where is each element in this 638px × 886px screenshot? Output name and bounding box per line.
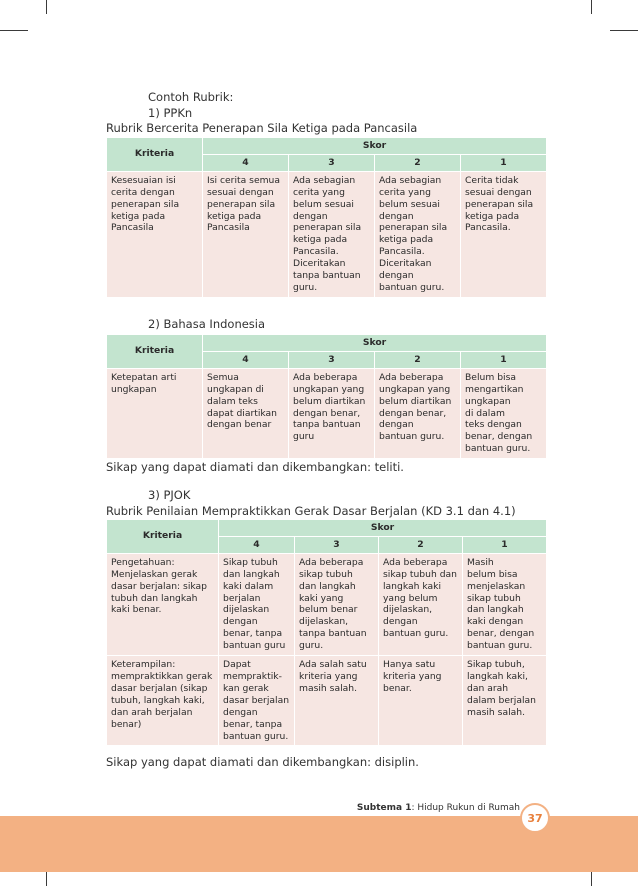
rubric-title-ppkn: Rubrik Bercerita Penerapan Sila Ketiga pada Pancasila	[106, 121, 418, 135]
cell-text-line: masih salah.	[467, 706, 526, 718]
score-cell	[379, 553, 463, 655]
cell-text-line: Ada sebagian	[379, 174, 442, 186]
cell-text-line: tubuh dan langkah	[111, 592, 198, 604]
footer-subtema	[320, 803, 520, 813]
score-2-header: 2	[375, 154, 461, 171]
cell-text-line: belum sesuai	[379, 198, 440, 210]
cell-text-line: benar, tanpa	[223, 628, 283, 640]
cell-text-line: ungkapan yang	[379, 383, 451, 395]
cell-text-line: dengan	[223, 616, 258, 628]
cell-text-line: bantuan guru	[223, 640, 286, 652]
cell-text-line: mengartikan	[465, 383, 524, 395]
score-cell	[461, 171, 547, 297]
cell-text-line: Pengetahuan:	[111, 556, 175, 568]
table-row	[107, 553, 547, 655]
criteria-cell	[107, 656, 219, 746]
cell-text-line: kaki benar.	[111, 604, 162, 616]
cell-text-line: dan langkah	[223, 568, 280, 580]
cell-text-line: ungkapan	[465, 395, 511, 407]
cell-text-line: dengan	[383, 616, 418, 628]
cell-text-line: Menjelaskan gerak	[111, 568, 198, 580]
cell-text-line: ketiga pada	[207, 210, 262, 222]
criteria-header: Kriteria	[107, 520, 219, 554]
table-row	[107, 368, 547, 458]
cell-text-line: dasar berjalan (sikap	[111, 682, 208, 694]
cell-text-line: dengan	[223, 706, 258, 718]
score-1-header: 1	[463, 536, 547, 553]
cell-text-line: cerita yang	[379, 186, 431, 198]
section-bahasa-title: 2) Bahasa Indonesia	[148, 317, 266, 331]
cell-text-line: penerapan sila	[293, 222, 362, 234]
cell-text-line: tanpa bantuan	[293, 270, 361, 282]
criteria-cell	[107, 171, 203, 297]
score-cell	[461, 368, 547, 458]
cell-text-line: langkah kaki	[383, 580, 442, 592]
cell-text-line: belum bisa	[467, 568, 518, 580]
cell-text-line: ketiga pada	[465, 210, 520, 222]
crop-mark	[46, 0, 47, 14]
score-3-header: 3	[295, 536, 379, 553]
score-1-header: 1	[461, 351, 547, 368]
crop-mark	[610, 30, 638, 31]
cell-text-line: Sikap tubuh	[223, 556, 278, 568]
cell-text-line: dalam teks	[207, 395, 258, 407]
cell-text-line: mempraktik-	[223, 670, 282, 682]
score-cell	[375, 368, 461, 458]
criteria-header: Kriteria	[107, 335, 203, 369]
cell-text-line: menjelaskan	[467, 580, 526, 592]
cell-text-line: Pancasila.	[293, 246, 339, 258]
score-4-header: 4	[203, 351, 289, 368]
cell-text-line: Hanya satu	[383, 659, 436, 671]
cell-text-line: belum diartikan	[293, 395, 366, 407]
cell-text-line: Ada sebagian	[293, 174, 356, 186]
section-pjok-title: 3) PJOK	[148, 488, 191, 502]
cell-text-line: dasar berjalan	[223, 694, 290, 706]
cell-text-line: di dalam	[465, 407, 505, 419]
cell-text-line: dalam berjalan	[467, 694, 536, 706]
cell-text-line: Pancasila	[207, 222, 250, 234]
cell-text-line: sesuai dengan	[465, 186, 532, 198]
rubric-table-pjok	[106, 519, 547, 746]
cell-text-line: Keterampilan:	[111, 659, 176, 671]
cell-text-line: guru.	[293, 281, 318, 293]
crop-mark	[591, 872, 592, 886]
cell-text-line: Diceritakan	[293, 258, 346, 270]
cell-text-line: belum diartikan	[379, 395, 452, 407]
cell-text-line: dengan	[379, 210, 414, 222]
score-cell	[289, 368, 375, 458]
cell-text-line: Ketepatan arti	[111, 371, 177, 383]
cell-text-line: dasar berjalan: sikap	[111, 580, 208, 592]
score-3-header: 3	[289, 351, 375, 368]
cell-text-line: belum sesuai	[293, 198, 354, 210]
cell-text-line: Pancasila	[111, 222, 154, 234]
criteria-cell	[107, 368, 203, 458]
cell-text-line: Ada beberapa	[299, 556, 364, 568]
cell-text-line: bantuan guru.	[467, 640, 533, 652]
cell-text-line: penerapan sila	[111, 198, 180, 210]
score-cell	[295, 553, 379, 655]
cell-text-line: penerapan sila	[207, 198, 276, 210]
cell-text-line: belum benar	[299, 604, 358, 616]
cell-text-line: bantuan guru.	[379, 431, 445, 443]
cell-text-line: Ada beberapa	[383, 556, 448, 568]
cell-text-line: teks dengan	[465, 419, 522, 431]
cell-text-line: Belum bisa	[465, 371, 517, 383]
attitude-disiplin: Sikap yang dapat diamati dan dikembangkan: disiplin.	[106, 755, 419, 769]
crop-mark	[46, 872, 47, 886]
rubric-table-ppkn	[106, 137, 547, 298]
cell-text-line: Ada beberapa	[379, 371, 444, 383]
score-header: Skor	[203, 138, 547, 155]
cell-text-line: tubuh, langkah kaki,	[111, 694, 205, 706]
crop-mark	[591, 0, 592, 14]
attitude-teliti: Sikap yang dapat diamati dan dikembangkan: teliti.	[106, 460, 404, 474]
crop-mark	[0, 30, 28, 31]
cell-text-line: guru	[293, 431, 315, 443]
cell-text-line: guru.	[299, 640, 324, 652]
rubric-heading: Contoh Rubrik:	[148, 90, 234, 104]
score-3-header: 3	[289, 154, 375, 171]
cell-text-line: kan gerak	[223, 682, 269, 694]
page-number: 37	[527, 811, 543, 825]
cell-text-line: Cerita tidak	[465, 174, 519, 186]
cell-text-line: Semua	[207, 371, 239, 383]
rubric-title-pjok: Rubrik Penilaian Mempraktikkan Gerak Dasar Berjalan (KD 3.1 dan 4.1)	[106, 504, 516, 518]
criteria-header: Kriteria	[107, 138, 203, 172]
cell-text-line: Pancasila.	[465, 222, 511, 234]
cell-text-line: tanpa bantuan	[299, 628, 367, 640]
page-number-badge	[520, 803, 550, 833]
cell-text-line: kriteria yang	[299, 670, 358, 682]
cell-text-line: Ada beberapa	[293, 371, 358, 383]
score-cell	[379, 656, 463, 746]
cell-text-line: dengan	[293, 210, 328, 222]
score-2-header: 2	[379, 536, 463, 553]
cell-text-line: Ada salah satu	[299, 659, 367, 671]
section-ppkn-title: 1) PPKn	[148, 106, 193, 120]
score-cell	[203, 368, 289, 458]
cell-text-line: dapat diartikan	[207, 407, 278, 419]
cell-text-line: Sikap tubuh,	[467, 659, 525, 671]
score-2-header: 2	[375, 351, 461, 368]
cell-text-line: langkah kaki,	[467, 670, 528, 682]
cell-text-line: dengan benar,	[293, 407, 361, 419]
cell-text-line: ungkapan	[111, 383, 157, 395]
cell-text-line: dan langkah	[299, 580, 356, 592]
cell-text-line: penerapan sila	[465, 198, 534, 210]
score-header: Skor	[203, 335, 547, 352]
table-row	[107, 656, 547, 746]
cell-text-line: sesuai dengan	[207, 186, 274, 198]
cell-text-line: sikap tubuh dan	[383, 568, 457, 580]
cell-text-line: benar, dengan	[467, 628, 535, 640]
cell-text-line: Dapat	[223, 659, 251, 671]
cell-text-line: Isi cerita semua	[207, 174, 280, 186]
cell-text-line: kaki dengan	[467, 616, 524, 628]
cell-text-line: bantuan guru.	[379, 281, 445, 293]
cell-text-line: dengan	[379, 419, 414, 431]
score-cell	[295, 656, 379, 746]
cell-text-line: benar)	[111, 718, 142, 730]
score-cell	[289, 171, 375, 297]
table-row	[107, 171, 547, 297]
cell-text-line: sikap tubuh	[299, 568, 353, 580]
cell-text-line: kaki yang	[299, 592, 344, 604]
cell-text-line: tanpa bantuan	[293, 419, 361, 431]
score-header: Skor	[219, 520, 547, 537]
cell-text-line: berjalan	[223, 592, 261, 604]
cell-text-line: Kesesuaian isi	[111, 174, 176, 186]
cell-text-line: masih salah.	[299, 682, 358, 694]
cell-text-line: penerapan sila	[379, 222, 448, 234]
score-4-header: 4	[219, 536, 295, 553]
cell-text-line: Masih	[467, 556, 494, 568]
cell-text-line: kaki dalam	[223, 580, 274, 592]
score-1-header: 1	[461, 154, 547, 171]
cell-text-line: dijelaskan	[223, 604, 270, 616]
cell-text-line: dengan	[379, 270, 414, 282]
score-cell	[219, 656, 295, 746]
cell-text-line: benar, tanpa	[223, 718, 283, 730]
cell-text-line: ketiga pada	[379, 234, 434, 246]
cell-text-line: mempraktikkan gerak	[111, 670, 213, 682]
cell-text-line: dan arah	[467, 682, 509, 694]
cell-text-line: yang belum	[383, 592, 438, 604]
cell-text-line: kriteria yang	[383, 670, 442, 682]
cell-text-line: cerita yang	[293, 186, 345, 198]
criteria-cell	[107, 553, 219, 655]
cell-text-line: Pancasila.	[379, 246, 425, 258]
subtema-title: : Hidup Rukun di Rumah	[411, 803, 520, 813]
score-cell	[219, 553, 295, 655]
cell-text-line: ungkapan yang	[293, 383, 365, 395]
cell-text-line: ketiga pada	[293, 234, 348, 246]
score-4-header: 4	[203, 154, 289, 171]
cell-text-line: ketiga pada	[111, 210, 166, 222]
cell-text-line: dengan benar,	[379, 407, 447, 419]
cell-text-line: dan arah berjalan	[111, 706, 193, 718]
cell-text-line: bantuan guru.	[383, 628, 449, 640]
cell-text-line: Diceritakan	[379, 258, 432, 270]
cell-text-line: benar.	[383, 682, 412, 694]
subtema-label: Subtema 1	[356, 803, 412, 813]
cell-text-line: dengan benar	[207, 419, 272, 431]
score-cell	[463, 553, 547, 655]
cell-text-line: cerita dengan	[111, 186, 175, 198]
cell-text-line: dan langkah	[467, 604, 524, 616]
rubric-table-bahasa	[106, 334, 547, 459]
cell-text-line: dijelaskan,	[383, 604, 433, 616]
cell-text-line: benar, dengan	[465, 431, 533, 443]
cell-text-line: dijelaskan,	[299, 616, 349, 628]
score-cell	[375, 171, 461, 297]
score-cell	[203, 171, 289, 297]
score-cell	[463, 656, 547, 746]
cell-text-line: bantuan guru.	[223, 730, 289, 742]
cell-text-line: sikap tubuh	[467, 592, 521, 604]
cell-text-line: ungkapan di	[207, 383, 264, 395]
cell-text-line: bantuan guru.	[465, 443, 531, 455]
